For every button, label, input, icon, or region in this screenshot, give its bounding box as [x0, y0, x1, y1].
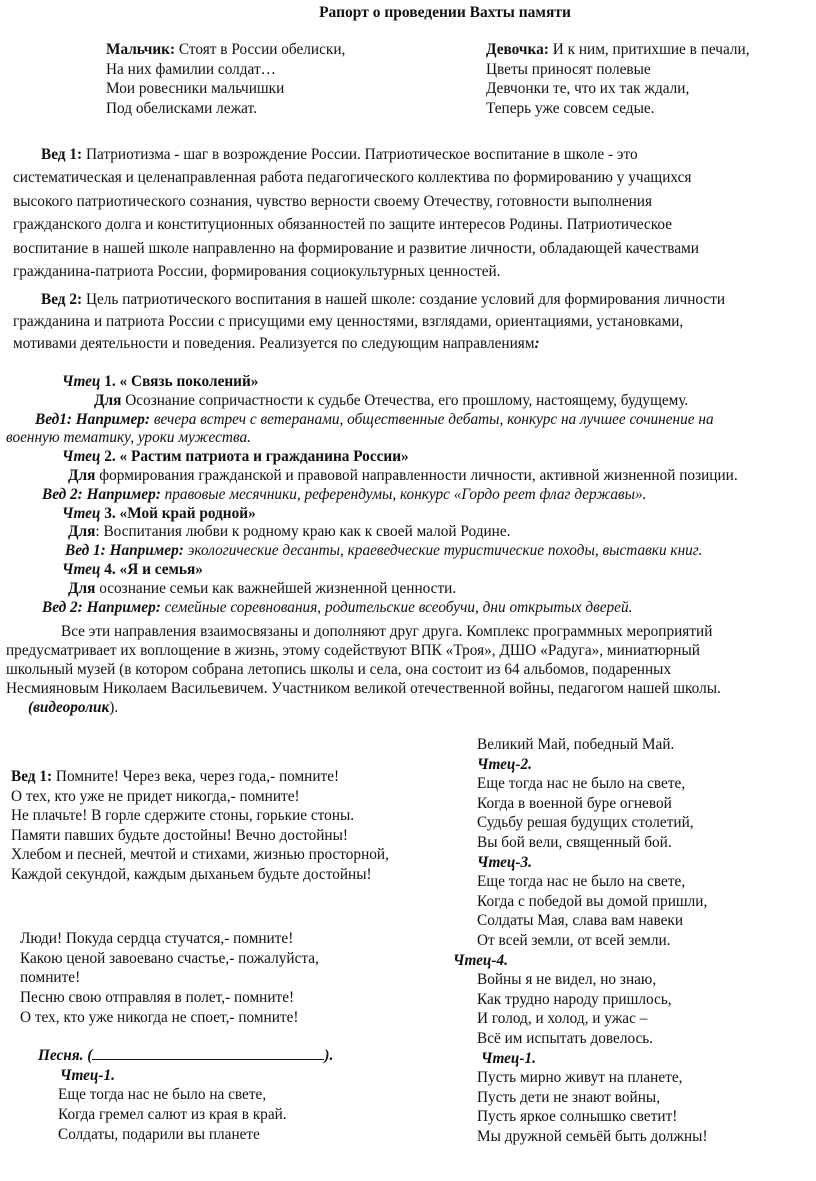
girl-verse	[486, 40, 750, 118]
direction-heading: Чтец 2. « Растим патриота и гражданина России»	[62, 448, 409, 466]
song-label: Песня. (	[38, 1047, 93, 1064]
reader-label: Чтец-2.	[477, 755, 533, 773]
direction-example: Вед 2: Например: правовые месячники, референдумы, конкурс «Гордо реет флаг державы».	[42, 485, 647, 503]
boy-verse	[106, 40, 345, 118]
song-block: Песня. ( ). Чтец-1. Еще тогда нас не было на свете, Когда гремел салют из края в край. Солдаты, подарили вы планете	[38, 1047, 334, 1143]
direction-heading: Чтец 4. «Я и семья»	[62, 560, 203, 578]
video-note: (видеоролик	[28, 699, 110, 716]
direction-example: Вед 2: Например: семейные соревнования, родительские всеобучи, дни открытых дверей.	[42, 598, 633, 616]
verse-line: Девчонки те, что их так ждали,	[486, 80, 690, 97]
song-blank-line	[92, 1045, 324, 1060]
ved1-paragraph: Вед 1: Патриотизма - шаг в возрождение России. Патриотическое воспитание в школе - это систематическая и целенаправленная работа педагогического коллектива по формированию у учащихся высокого патриотического сознания, чувство верности своему Отечеству, готовности выполнения гражданского долга и конституционных обязанностей по защите интересов Родины. Патриотическое воспитание в нашей школе направленно на формирование и развитие личности, обладающей качествами гражданина-патриота России, формирования социокультурных ценностей.	[13, 146, 699, 281]
reader-label: Чтец-4.	[453, 951, 509, 969]
reader-label: Чтец-1.	[481, 1049, 537, 1067]
direction-purpose: Для формирования гражданской и правовой направленности личности, активной жизненной позиции.	[68, 466, 738, 484]
ved2-paragraph: Вед 2: Цель патриотического воспитания в нашей школе: создание условий для формирования личности гражданина и патриота России с присущими ему ценностями, взглядами, ориентациями, установками, мотивами деятельности и поведения. Реализуется по следующим направлениям:	[13, 291, 726, 352]
right-column-verses: Великий Май, победный Май. Чтец-2. Еще тогда нас не было на свете, Когда в военной буре огневой Судьбу решая будущих столетий, Вы бой вели, священный бой. Чтец-3. Еще тогда нас не было на свете, Когда с победой вы домой пришли, Солдаты Мая, слава вам навеки От всей земли, от всей земли. Чтец-4. Войны я не видел, но знаю, Как трудно народу пришлось, И голод, и холод, и ужас – Всё им испытать довелось. Чтец-1. Пусть мирно живут на планете, Пусть дети не знают войны, Пусть яркое солнышко светит! Мы дружной семьёй быть должны!	[453, 736, 708, 1145]
verse-line: Стоят в России обелиски,	[178, 41, 346, 58]
verse-line: И к ним, притихшие в печали,	[552, 41, 750, 58]
ved1-verse: Вед 1: Помните! Через века, через года,- помните! О тех, кто уже не придет никогда,- помните! Не плачьте! В горле сдержите стоны, горькие стоны. Памяти павших будьте достойны! Вечно достойны! Хлебом и песней, мечтой и стихами, жизнью просторной, Каждой секундой, каждым дыханьем будьте достойны!	[11, 768, 389, 883]
direction-heading: Чтец 3. «Мой край родной»	[62, 504, 256, 522]
verse-line: На них фамилии солдат…	[106, 60, 276, 78]
direction-example: Вед 1: Например: экологические десанты, краеведческие туристические походы, выставки книг.	[65, 542, 703, 560]
reader-label: Чтец-1.	[60, 1066, 116, 1084]
verse-line: Мои ровесники мальчишки	[106, 80, 285, 97]
speaker-label: Вед 2:	[41, 291, 83, 308]
verse-line: Теперь уже совсем седые.	[486, 99, 655, 117]
summary-paragraph: Все эти направления взаимосвязаны и дополняют друг друга. Комплекс программных мероприятий предусматривает их воплощение в жизнь, этому содействуют ВПК «Троя», ДШО «Радуга», миниатюрный школьный музей (в котором собрана летопись школы и села, она состоит из 64 альбомов, подаренных Несмияновым Николаем Васильевичем. Участником великой отечественной войны, педагогом нашей школы. (видеоролик).	[6, 623, 721, 716]
girl-role: Девочка:	[486, 41, 549, 58]
speaker-label: Вед 1:	[41, 146, 83, 163]
direction-purpose: Для Осознание сопричастности к судьбе Отечества, его прошлому, настоящему, будущему.	[94, 391, 689, 409]
speaker-label: Вед 1:	[11, 768, 53, 785]
directions-list: Чтец 1. « Связь поколений» Для Осознание сопричастности к судьбе Отечества, его прошлому, настоящему, будущему. Вед1: Например: вечера встреч с ветеранами, общественные дебаты, конкурс на лучшее сочинение на военную тематику, уроки мужества. Чтец 2. « Растим патриота и гражданина России» Для формирования гражданской и правовой направленности личности, активной жизненной позиции. Вед 2: Например: правовые месячники, референдумы, конкурс «Гордо реет флаг державы». Чтец 3. «Мой край родной» Для: Воспитания любви к родному краю как к своей малой Родине. Вед 1: Например: экологические десанты, краеведческие туристические походы, выставки книг. Чтец 4. «Я и семья» Для осознание семьи как важнейшей жизненной ценности. Вед 2: Например: семейные соревнования, родительские всеобучи, дни открытых дверей.	[6, 373, 806, 617]
document-title: Рапорт о проведении Вахты памяти	[319, 4, 571, 21]
direction-purpose: Для: Воспитания любви к родному краю как к своей малой Родине.	[68, 523, 511, 541]
verse-line: Цветы приносят полевые	[486, 60, 651, 78]
verse-line: Под обелисками лежат.	[106, 99, 257, 117]
boy-role: Мальчик:	[106, 41, 176, 58]
reader-label: Чтец-3.	[477, 853, 533, 871]
direction-example: Вед1: Например: вечера встреч с ветеранами, общественные дебаты, конкурс на лучшее сочинение на	[35, 410, 714, 428]
direction-purpose: Для осознание семьи как важнейшей жизненной ценности.	[68, 579, 457, 597]
people-verse: Люди! Покуда сердца стучатся,- помните! Какою ценой завоевано счастье,- пожалуйста, помните! Песню свою отправляя в полет,- помните! О тех, кто уже никогда не споет,- помните!	[20, 930, 319, 1026]
direction-heading: Чтец 1. « Связь поколений»	[62, 373, 259, 390]
